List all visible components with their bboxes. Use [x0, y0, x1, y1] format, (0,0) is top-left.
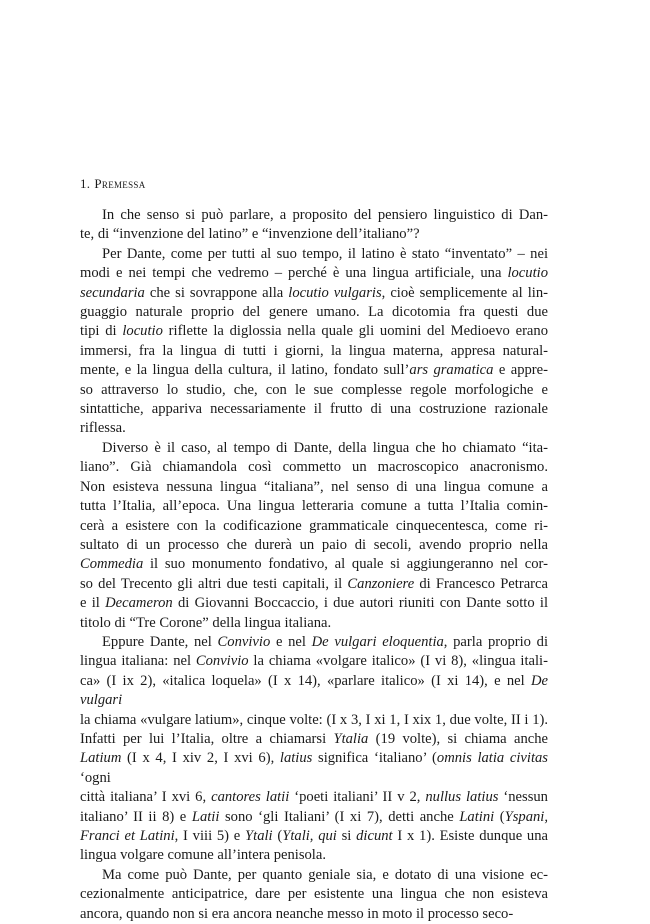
text-line	[80, 322, 548, 341]
text-run: modi e nei tempi che vedremo – perché è una lingua artificiale, una	[80, 265, 508, 282]
italic-text: Commedia	[80, 556, 144, 573]
text-line	[80, 788, 548, 807]
italic-text: Ytalia	[333, 730, 369, 747]
text-line	[80, 536, 548, 555]
italic-text: Latini	[459, 808, 495, 825]
text-run: cerà a esistere con la codificazione grammaticale cinquecentesca, come ri-	[80, 517, 548, 534]
italic-text: Franci et Latini	[80, 828, 175, 844]
text-run: riflessa.	[80, 420, 126, 437]
italic-text: Canzoniere	[347, 575, 415, 592]
text-line	[80, 614, 548, 633]
text-line	[80, 361, 548, 380]
text-run: riflette la diglossia nella quale gli uomini del Medioevo erano	[162, 323, 548, 340]
text-run: I x 1). Esiste dunque una	[392, 828, 548, 844]
text-run: Diverso è il caso, al tempo di Dante, della lingua che ho chiamato “ita-	[102, 439, 548, 456]
text-run: lingua volgare comune all’intera penisola.	[80, 847, 326, 864]
text-run: In che senso si può parlare, a proposito del pensiero linguistico di Dan-	[102, 207, 548, 223]
text-line	[80, 517, 548, 536]
text-run: che si sovrappone alla	[144, 284, 289, 301]
text-run: di Francesco Petrarca	[414, 575, 548, 592]
italic-text: secundaria	[80, 284, 145, 301]
text-run: ‘nessun	[498, 789, 548, 806]
italic-text: cantores latii	[211, 789, 290, 806]
text-line	[80, 866, 548, 885]
text-line	[80, 225, 548, 244]
text-run: ‘ogni	[80, 769, 111, 786]
paragraph	[80, 633, 548, 866]
text-run: so attraverso lo studio, che, con le sue complesse regole morfologiche e	[80, 381, 548, 398]
text-run: so del Trecento gli altri due testi capitali, il	[80, 575, 348, 592]
text-line	[80, 555, 548, 574]
paragraph	[80, 206, 548, 245]
text-run: , parla proprio di	[443, 633, 548, 650]
text-run: (I x 4, I xiv 2, I xvi 6),	[121, 750, 280, 767]
section-number: 1.	[80, 176, 91, 191]
text-run: italiano’ II ii 8) e	[80, 808, 192, 825]
text-run: Non esisteva nessuna lingua “italiana”, nel senso di una lingua comune a	[80, 478, 548, 495]
text-line	[80, 711, 548, 730]
italic-text: nullus latius	[425, 789, 499, 806]
italic-text: Yspani,	[504, 808, 549, 825]
text-run: Infatti per lui l’Italia, oltre a chiamarsi	[80, 730, 334, 747]
italic-text: Latium	[80, 750, 122, 767]
italic-text: dicunt	[356, 828, 393, 844]
text-line	[80, 381, 548, 400]
text-run: e il	[80, 595, 106, 612]
text-line	[80, 458, 548, 477]
italic-text: Decameron	[105, 595, 173, 612]
text-line	[80, 419, 548, 438]
text-line	[80, 672, 548, 711]
text-run: mente, e la lingua della cultura, il latino, fondato sull’	[80, 362, 410, 379]
text-run: si	[336, 828, 357, 844]
text-run: (	[272, 828, 283, 844]
italic-text: De vulgari eloquentia	[311, 633, 444, 650]
text-run: Eppure Dante, nel	[102, 633, 218, 650]
text-line	[80, 245, 548, 264]
text-run: sono ‘gli Italiani’ (I xi 7), detti anche	[219, 808, 460, 825]
text-run: te, di “invenzione del latino” e “invenzione dell’italiano”?	[80, 226, 420, 243]
italic-text: De vulgari	[80, 672, 548, 709]
text-run: e nel	[270, 633, 312, 650]
body-text	[80, 206, 548, 924]
paragraph	[80, 439, 548, 633]
text-run: la chiama «vulgare latium», cinque volte: (I x 3, I xi 1, I xix 1, due volte, II i 1).	[80, 711, 548, 728]
text-run: sintattiche, appariva necessariamente il frutto di una costruzione razionale	[80, 401, 548, 418]
text-run: titolo di “Tre Corone” della lingua italiana.	[80, 614, 332, 631]
italic-text: ars gramatica	[409, 362, 494, 379]
italic-text: Ytali	[245, 828, 273, 844]
text-line	[80, 905, 548, 924]
text-run: sultato di un processo che durerà un paio di secoli, avendo proprio nella	[80, 536, 548, 553]
italic-text: Convivio	[217, 633, 271, 650]
text-line	[80, 264, 548, 283]
text-run: , I viii 5) e	[174, 828, 246, 844]
italic-text: locutio	[122, 323, 163, 340]
italic-text: locutio vulgaris	[288, 284, 382, 301]
text-run: significa ‘italiano’ (	[312, 750, 437, 767]
text-line	[80, 400, 548, 419]
text-run: e appre-	[493, 362, 548, 379]
text-line	[80, 284, 548, 303]
text-run: , cioè semplicemente al lin-	[381, 284, 548, 301]
text-line	[80, 594, 548, 613]
text-line	[80, 478, 548, 497]
text-line	[80, 808, 548, 827]
section-title: Premessa	[94, 176, 146, 191]
italic-text: latius	[279, 750, 313, 767]
text-run: liano”. Già chiamandola così commetto un macroscopico anacronismo.	[80, 459, 548, 476]
italic-text: Convivio	[195, 653, 249, 670]
text-run: Ma come può Dante, per quanto geniale sia, e dotato di una visione ec-	[102, 866, 548, 883]
text-run: ‘poeti italiani’ II v 2,	[289, 789, 426, 806]
text-run: tutta l’Italia, all’epoca. Una lingua letteraria comune a tutta l’Italia comin-	[80, 498, 548, 515]
text-line	[80, 885, 548, 904]
paragraph	[80, 245, 548, 439]
text-run: ancora, quando non si era ancora neanche messo in moto il processo seco-	[80, 905, 514, 922]
text-line	[80, 342, 548, 361]
italic-text: Latii	[191, 808, 220, 825]
text-run: lingua italiana: nel	[80, 653, 196, 670]
text-line	[80, 633, 548, 652]
text-run: tipi di	[80, 323, 123, 340]
text-run: (	[494, 808, 505, 825]
text-line	[80, 652, 548, 671]
section-heading	[80, 176, 146, 192]
text-line	[80, 439, 548, 458]
italic-text: locutio	[507, 265, 548, 282]
text-run: il suo monumento fondativo, al quale si aggiungeranno nel cor-	[143, 556, 548, 573]
text-line	[80, 827, 548, 846]
text-run: Per Dante, come per tutti al suo tempo, il latino è stato “inventato” – nei	[102, 245, 548, 262]
text-line	[80, 206, 548, 225]
text-line	[80, 497, 548, 516]
text-line	[80, 749, 548, 788]
text-run: immersi, fra la lingua di tutti i giorni, la lingua materna, appresa natural-	[80, 342, 548, 359]
text-line	[80, 575, 548, 594]
text-run: ca» (I ix 2), «italica loquela» (I x 14), «parlare italico» (I xi 14), e nel	[80, 672, 531, 689]
text-line	[80, 303, 548, 322]
italic-text: omnis latia civitas	[436, 750, 548, 767]
paragraph	[80, 866, 548, 924]
text-run: (19 volte), si chiama anche	[368, 730, 549, 747]
text-run: la chiama «volgare italico» (I vi 8), «lingua itali-	[248, 653, 548, 670]
text-line	[80, 730, 548, 749]
text-run: città italiana’ I xvi 6,	[80, 789, 212, 806]
text-run: di Giovanni Boccaccio, i due autori riuniti con Dante sotto il	[172, 595, 548, 612]
text-line	[80, 846, 548, 865]
text-run: guaggio naturale proprio del genere umano. La dicotomia fra questi due	[80, 304, 548, 321]
italic-text: Ytali, qui	[282, 828, 337, 844]
text-run: cezionalmente anticipatrice, dare per esistente una lingua che non esisteva	[80, 886, 548, 903]
